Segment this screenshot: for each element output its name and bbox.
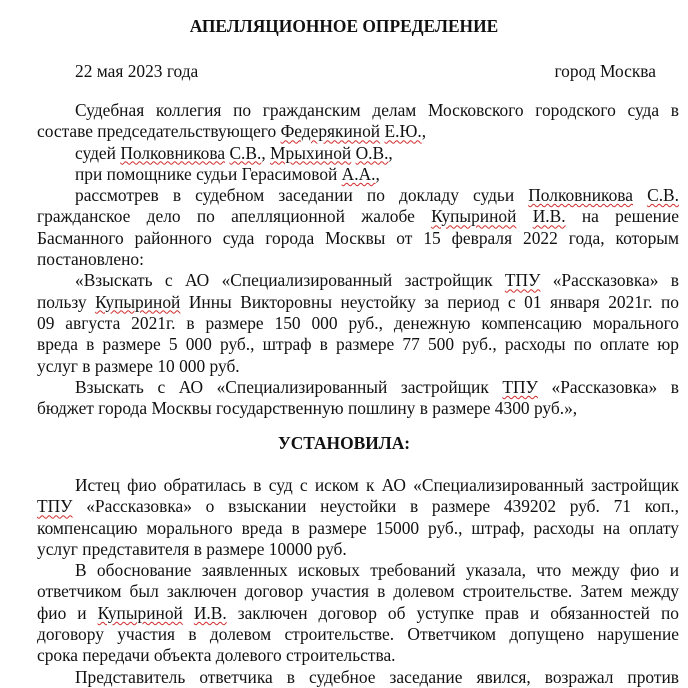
text-line: срока передачи объекта долевого строительства. <box>37 645 396 666</box>
text-line: «Взыскать с АО «Специализированный застройщик ТПУ «Рассказовка» в <box>75 270 679 291</box>
document-city: город Москва <box>554 61 656 81</box>
text-line: пользу Купыриной Инны Викторовны неустойку за период с 01 января 2021г. по <box>37 291 679 312</box>
document-title: АПЕЛЛЯЦИОННОЕ ОПРЕДЕЛЕНИЕ <box>189 16 499 36</box>
text-line: компенсацию морального вреда в размере 15000 руб., штраф, расходы на оплату <box>37 517 679 538</box>
date-line <box>75 61 656 83</box>
text-line: ответчиком был заключен договор участия в долевом строительстве. Затем между <box>37 581 679 602</box>
document-date: 22 мая 2023 года <box>75 61 199 81</box>
body-block <box>37 475 679 688</box>
text-line: услуг представителя в размере 10000 руб. <box>37 538 347 559</box>
text-line: В обоснование заявленных исковых требований указала, что между фио и <box>75 560 679 581</box>
text-line: вреда в размере 5 000 руб., штраф в размере 77 500 руб., расходы по оплате юр <box>37 334 679 355</box>
text-line: Басманного районного суда города Москвы от 15 февраля 2022 года, которым <box>37 227 679 248</box>
text-line: услуг в размере 10 000 руб. <box>37 355 240 376</box>
text-line: договору участия в долевом строительстве. Ответчиком допущено нарушение <box>37 624 679 645</box>
text-line: при помощнике судьи Герасимовой А.А., <box>75 163 380 184</box>
text-line: Представитель ответчика в судебное заседание явился, возражал против <box>75 666 679 687</box>
text-line: составе председательствующего Федерякиной Е.Ю., <box>37 121 427 142</box>
text-line: Взыскать с АО «Специализированный застройщик ТПУ «Рассказовка» в <box>75 376 679 397</box>
section-heading: УСТАНОВИЛА: <box>277 433 411 453</box>
text-line: Истец фио обратилась в суд с иском к АО «Специализированный застройщик <box>75 475 679 495</box>
text-line: фио и Купыриной И.В. заключен договор об уступке прав и обязанностей по <box>37 602 679 623</box>
intro-block <box>37 100 679 419</box>
text-line: Судебная коллегия по гражданским делам Московского городского суда в <box>75 100 679 120</box>
text-line: 09 августа 2021г. в размере 150 000 руб., денежную компенсацию морального <box>37 312 679 333</box>
text-line: судей Полковникова С.В., Мрыхиной О.В., <box>75 142 393 163</box>
text-line: гражданское дело по апелляционной жалобе Купыриной И.В. на решение <box>37 206 680 227</box>
text-line: постановлено: <box>37 249 144 270</box>
text-line: бюджет города Москвы государственную пошлину в размере 4300 руб.», <box>37 398 578 419</box>
text-line: ТПУ «Рассказовка» о взыскании неустойки в размере 439202 руб. 71 коп., <box>37 496 679 517</box>
text-line: рассмотрев в судебном заседании по докладу судьи Полковникова С.В. <box>75 185 679 206</box>
